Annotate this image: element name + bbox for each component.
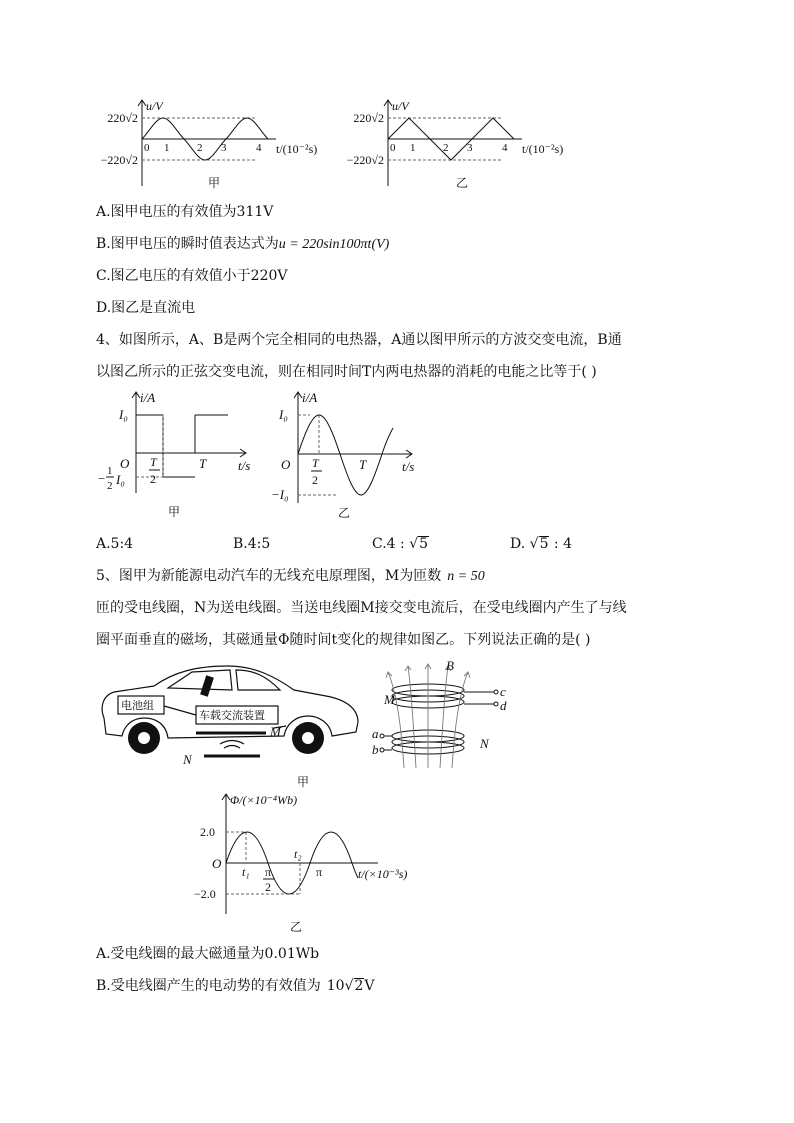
q4-option-d-root: 5 bbox=[539, 536, 549, 552]
q4-figure-yi-sine bbox=[262, 388, 432, 524]
origin-label: O bbox=[120, 456, 130, 471]
half-pi-denominator: 2 bbox=[265, 880, 271, 894]
half-period-denominator: 2 bbox=[312, 473, 318, 487]
y-axis-label: i/A bbox=[140, 390, 156, 405]
figure-1-yi-triangle bbox=[342, 96, 572, 192]
coil-m-label: M bbox=[384, 692, 395, 707]
q5-option-b-coef: 10 bbox=[326, 978, 345, 994]
terminal-c bbox=[494, 690, 498, 694]
tick-3: 3 bbox=[221, 142, 227, 154]
q5-stem-text: 5、图甲为新能源电动汽车的无线充电原理图，M为匝数 bbox=[96, 568, 442, 584]
ac-device-label: 车载交流装置 bbox=[199, 709, 265, 722]
terminal-b-label: b bbox=[372, 742, 379, 757]
terminal-a-label: a bbox=[372, 726, 379, 741]
half-period-numerator: T bbox=[150, 455, 157, 469]
q5-stem-line-3: 圈平面垂直的磁场，其磁通量Φ随时间t变化的规律如图乙。下列说法正确的是( ) bbox=[96, 632, 591, 648]
q5-turns-formula: n = 50 bbox=[447, 569, 485, 584]
half-period-denominator: 2 bbox=[150, 472, 156, 486]
n-label: N bbox=[183, 752, 192, 767]
door-handle bbox=[200, 675, 214, 696]
sqrt-sign: √ bbox=[529, 536, 539, 552]
tick-2: 2 bbox=[443, 142, 449, 154]
wave-symbol bbox=[224, 746, 240, 749]
tick-1: 1 bbox=[164, 142, 170, 154]
y-min-label: −I₀ bbox=[271, 487, 289, 502]
x-axis-label: t/(×10⁻³s) bbox=[358, 867, 408, 881]
y-max-label: 2.0 bbox=[200, 825, 215, 839]
neg-sign: − bbox=[98, 471, 106, 486]
q5-coil-diagram bbox=[368, 656, 528, 772]
q5-option-b bbox=[96, 976, 375, 996]
y-min-label: −2.0 bbox=[194, 887, 216, 901]
x-axis-label: t/s bbox=[402, 459, 415, 474]
q4-stem-line-2: 以图乙所示的正弦交变电流，则在相同时间T内两电热器的消耗的电能之比等于( ) bbox=[96, 364, 597, 380]
tick-2: 2 bbox=[197, 142, 203, 154]
q5-figure-jia-caption: 甲 bbox=[297, 775, 310, 789]
figure-caption: 乙 bbox=[290, 920, 303, 934]
q4-option-a: A.5:4 bbox=[96, 536, 134, 552]
q3-option-b bbox=[96, 234, 389, 255]
q4-option-d bbox=[510, 534, 572, 554]
tick-4: 4 bbox=[256, 142, 262, 154]
neg-coef-denominator: 2 bbox=[107, 480, 113, 492]
q5-option-a: A.受电线圈的最大磁通量为0.01Wb bbox=[96, 946, 320, 962]
tick-0: 0 bbox=[144, 142, 150, 154]
car-window-rear bbox=[236, 670, 280, 690]
q3-option-c: C.图乙电压的有效值小于220V bbox=[96, 268, 288, 284]
origin-label: O bbox=[212, 856, 222, 871]
x-axis-label: t/(10⁻²s) bbox=[276, 142, 318, 156]
terminal-a bbox=[380, 734, 384, 738]
q4-option-d-text: D. bbox=[510, 536, 530, 552]
sqrt-sign: √ bbox=[409, 536, 419, 552]
y-max-label: 220√2 bbox=[107, 111, 138, 125]
t2-label: t₂ bbox=[294, 847, 302, 861]
tick-0: 0 bbox=[390, 142, 396, 154]
neg-current-label: I₀ bbox=[116, 472, 125, 487]
terminal-c-label: c bbox=[500, 684, 506, 699]
figure-caption: 乙 bbox=[338, 506, 351, 520]
figure-caption: 甲 bbox=[208, 176, 221, 190]
y-max-label: I₀ bbox=[279, 407, 288, 422]
q5-option-b-unit: V bbox=[364, 978, 375, 994]
front-wheel bbox=[128, 722, 160, 754]
period-label: T bbox=[359, 457, 367, 472]
b-field-label: B bbox=[446, 658, 454, 673]
wave-symbol bbox=[220, 741, 244, 745]
q3-option-d: D.图乙是直流电 bbox=[96, 300, 196, 316]
q5-stem-line-1 bbox=[96, 566, 485, 587]
q4-option-b: B.4:5 bbox=[233, 536, 271, 552]
half-pi-numerator: π bbox=[265, 865, 272, 879]
q5-flux-graph bbox=[190, 790, 430, 936]
q4-option-d-tail: : 4 bbox=[549, 536, 573, 552]
y-axis-label: Φ/(×10⁻⁴Wb) bbox=[230, 793, 298, 807]
figure-1-jia-sine bbox=[96, 96, 326, 192]
battery-label: 电池组 bbox=[121, 699, 154, 712]
half-period-numerator: T bbox=[312, 456, 319, 470]
y-min-label: −220√2 bbox=[100, 153, 138, 167]
tick-3: 3 bbox=[467, 142, 473, 154]
y-max-label: I₀ bbox=[119, 407, 128, 422]
q5-option-b-root: 2 bbox=[354, 978, 364, 994]
t1-label: t₁ bbox=[242, 865, 250, 879]
tick-4: 4 bbox=[502, 142, 508, 154]
q4-option-c bbox=[372, 534, 429, 554]
terminal-d-label: d bbox=[500, 698, 507, 713]
q5-option-b-text: B.受电线圈产生的电动势的有效值为 bbox=[96, 978, 321, 994]
tick-1: 1 bbox=[410, 142, 416, 154]
q3-option-b-text: B.图甲电压的瞬时值表达式为 bbox=[96, 236, 279, 252]
period-label: T bbox=[199, 456, 207, 471]
q4-option-c-text: C.4 : bbox=[372, 536, 410, 552]
y-min-label: −220√2 bbox=[346, 153, 384, 167]
figure-caption: 乙 bbox=[456, 176, 469, 190]
q5-car-diagram bbox=[96, 660, 366, 770]
coil-n-label: N bbox=[480, 736, 489, 751]
wire bbox=[164, 706, 196, 715]
square-wave bbox=[136, 415, 195, 477]
q4-figure-jia-square-wave bbox=[96, 388, 266, 524]
x-axis-label: t/(10⁻²s) bbox=[522, 142, 564, 156]
q3-option-b-formula: u = 220sin100πt(V) bbox=[278, 237, 390, 252]
q4-option-c-root: 5 bbox=[419, 536, 429, 552]
x-axis-label: t/s bbox=[238, 458, 251, 473]
m-label: M bbox=[270, 724, 281, 739]
q3-option-a: A.图甲电压的有效值为311V bbox=[96, 204, 274, 220]
y-max-label: 220√2 bbox=[353, 111, 384, 125]
y-axis-label: u/V bbox=[392, 99, 409, 113]
origin-label: O bbox=[281, 457, 291, 472]
sqrt-sign: √ bbox=[344, 978, 354, 994]
rear-wheel bbox=[292, 722, 324, 754]
q5-stem-line-2: 匝的受电线圈，N为送电线圈。当送电线圈M接交变电流后，在受电线圈内产生了与线 bbox=[96, 600, 627, 616]
terminal-d bbox=[494, 702, 498, 706]
terminal-b bbox=[380, 748, 384, 752]
figure-caption: 甲 bbox=[168, 505, 181, 519]
y-axis-label: u/V bbox=[146, 99, 163, 113]
neg-coef-numerator: 1 bbox=[107, 465, 113, 477]
pi-label: π bbox=[316, 865, 323, 879]
q4-stem-line-1: 4、如图所示，A、B是两个完全相同的电热器，A通以图甲所示的方波交变电流，B通 bbox=[96, 332, 622, 348]
y-axis-label: i/A bbox=[302, 390, 318, 405]
